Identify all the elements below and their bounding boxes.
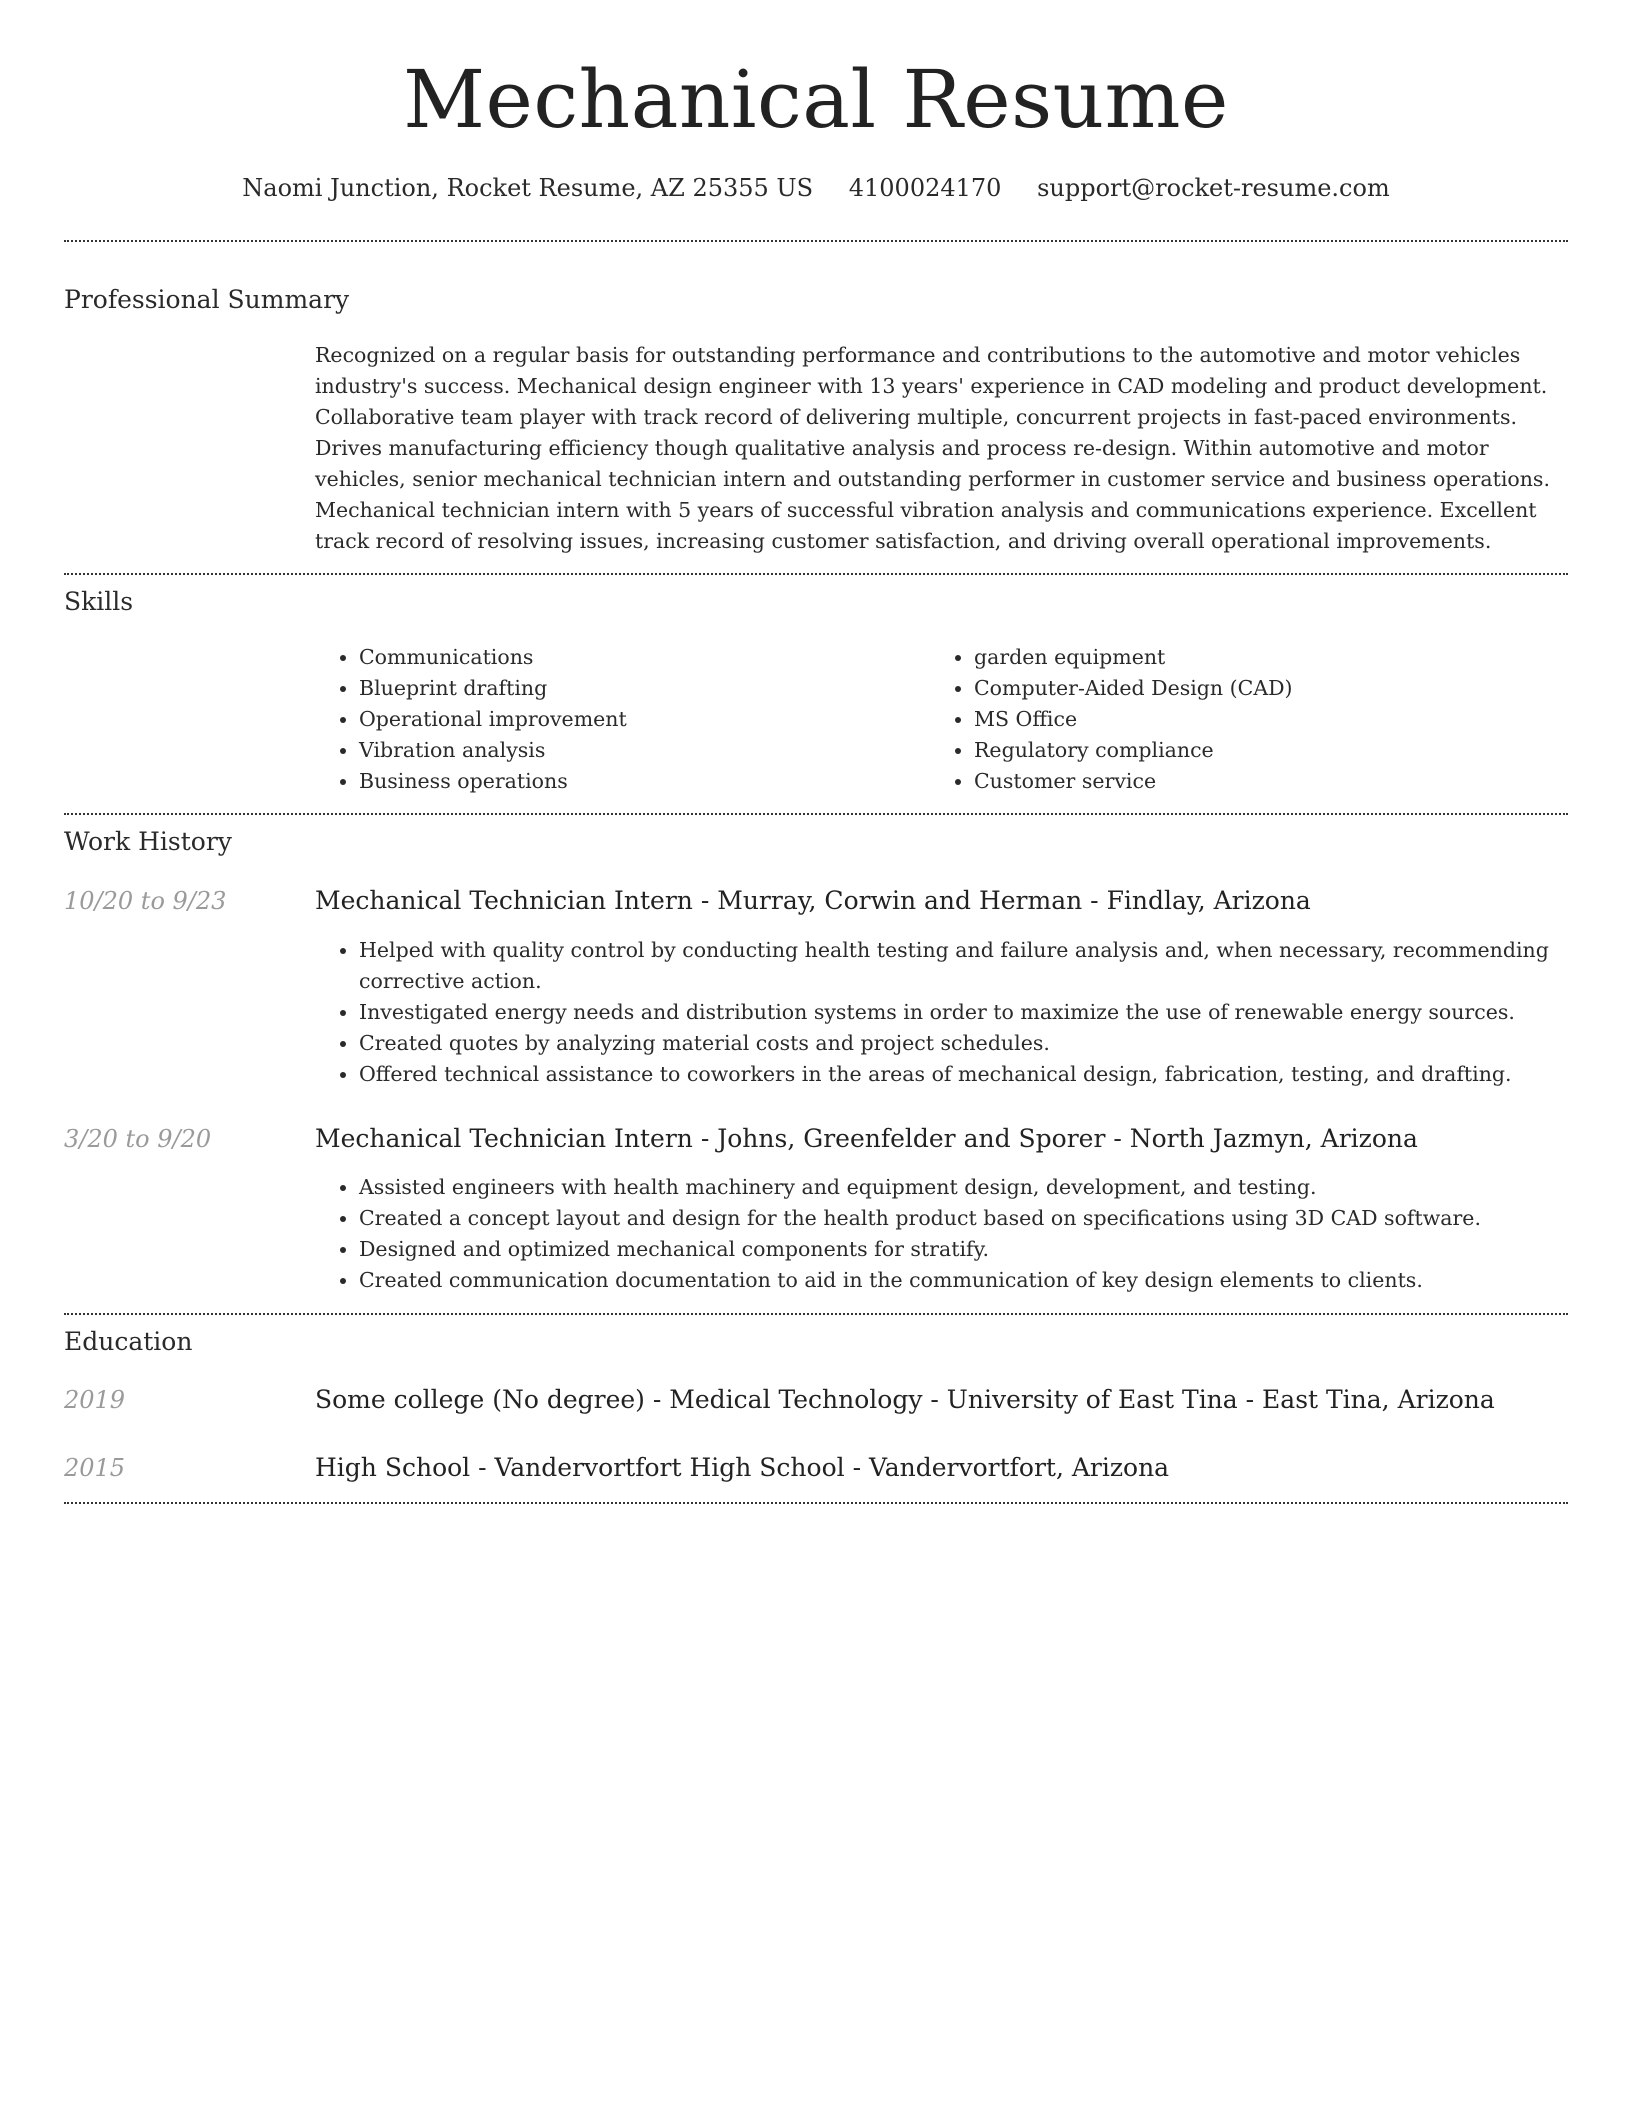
- summary-text: Recognized on a regular basis for outstanding performance and contributions to the automotive and motor vehicles industry's success. Mechanical design engineer with 13 years' experience in CAD modeling and product development. Collaborative team player with track record of delivering multiple, concurrent projects in fast-paced environments. Drives manufacturing efficiency though qualitative analysis and process re-design. Within automotive and motor vehicles, senior mechanical technician intern and outstanding performer in customer service and business operations. Mechanical technician intern with 5 years of successful vibration analysis and communications experience. Excellent track record of resolving issues, increasing customer satisfaction, and driving overall operational improvements.: [315, 343, 1550, 553]
- skills-list-right: [930, 642, 1574, 797]
- summary-heading: Professional Summary: [64, 285, 350, 314]
- skill-item: • Vibration analysis: [359, 735, 919, 766]
- job-duties: [315, 935, 1568, 1090]
- skill-item: • Communications: [359, 642, 919, 673]
- resume-title: Mechanical Resume: [403, 53, 1229, 146]
- skills-list-left: [315, 642, 919, 797]
- contact-address: Naomi Junction, Rocket Resume, AZ 25355 US: [242, 174, 814, 202]
- skill-item: • MS Office: [974, 704, 1574, 735]
- duty-item: • Investigated energy needs and distribution systems in order to maximize the use of renewable energy sources.: [359, 997, 1568, 1028]
- contact-line: [64, 170, 1568, 206]
- divider: [64, 1313, 1568, 1315]
- skill-item: • Regulatory compliance: [974, 735, 1574, 766]
- duty-item: • Assisted engineers with health machinery and equipment design, development, and testing.: [359, 1172, 1568, 1203]
- duty-item: • Helped with quality control by conducting health testing and failure analysis and, when necessary, recommending corrective action.: [359, 935, 1568, 997]
- skill-item: • Business operations: [359, 766, 919, 797]
- education-entry: High School - Vandervortfort High School - Vandervortfort, Arizona: [315, 1453, 1170, 1482]
- skill-item: • Computer-Aided Design (CAD): [974, 673, 1574, 704]
- duty-item: • Offered technical assistance to coworkers in the areas of mechanical design, fabrication, testing, and drafting.: [359, 1059, 1568, 1090]
- divider: [64, 240, 1568, 242]
- duty-item: • Created communication documentation to aid in the communication of key design elements to clients.: [359, 1265, 1568, 1296]
- job-duties: [315, 1172, 1568, 1296]
- skill-item: • Operational improvement: [359, 704, 919, 735]
- job-title: Mechanical Technician Intern - Johns, Greenfelder and Sporer - North Jazmyn, Arizona: [315, 1124, 1418, 1153]
- divider: [64, 813, 1568, 815]
- duty-item: • Created quotes by analyzing material costs and project schedules.: [359, 1028, 1568, 1059]
- education-entry: Some college (No degree) - Medical Technology - University of East Tina - East Tina, Arizona: [315, 1385, 1495, 1414]
- skill-item: • garden equipment: [974, 642, 1574, 673]
- duty-item: • Designed and optimized mechanical components for stratify.: [359, 1234, 1568, 1265]
- work-heading: Work History: [64, 827, 232, 856]
- skills-heading: Skills: [64, 587, 134, 616]
- duty-item: • Created a concept layout and design for the health product based on specifications using 3D CAD software.: [359, 1203, 1568, 1234]
- education-heading: Education: [64, 1327, 193, 1356]
- divider: [64, 573, 1568, 575]
- job-dates: 10/20 to 9/23: [64, 887, 227, 915]
- divider: [64, 1502, 1568, 1504]
- contact-phone: 4100024170: [848, 174, 1002, 202]
- job-dates: 3/20 to 9/20: [64, 1125, 212, 1153]
- skill-item: • Blueprint drafting: [359, 673, 919, 704]
- job-title: Mechanical Technician Intern - Murray, Corwin and Herman - Findlay, Arizona: [315, 886, 1311, 915]
- contact-email: support@rocket-resume.com: [1037, 174, 1390, 202]
- education-year: 2019: [64, 1386, 126, 1414]
- education-year: 2015: [64, 1454, 126, 1482]
- skill-item: • Customer service: [974, 766, 1574, 797]
